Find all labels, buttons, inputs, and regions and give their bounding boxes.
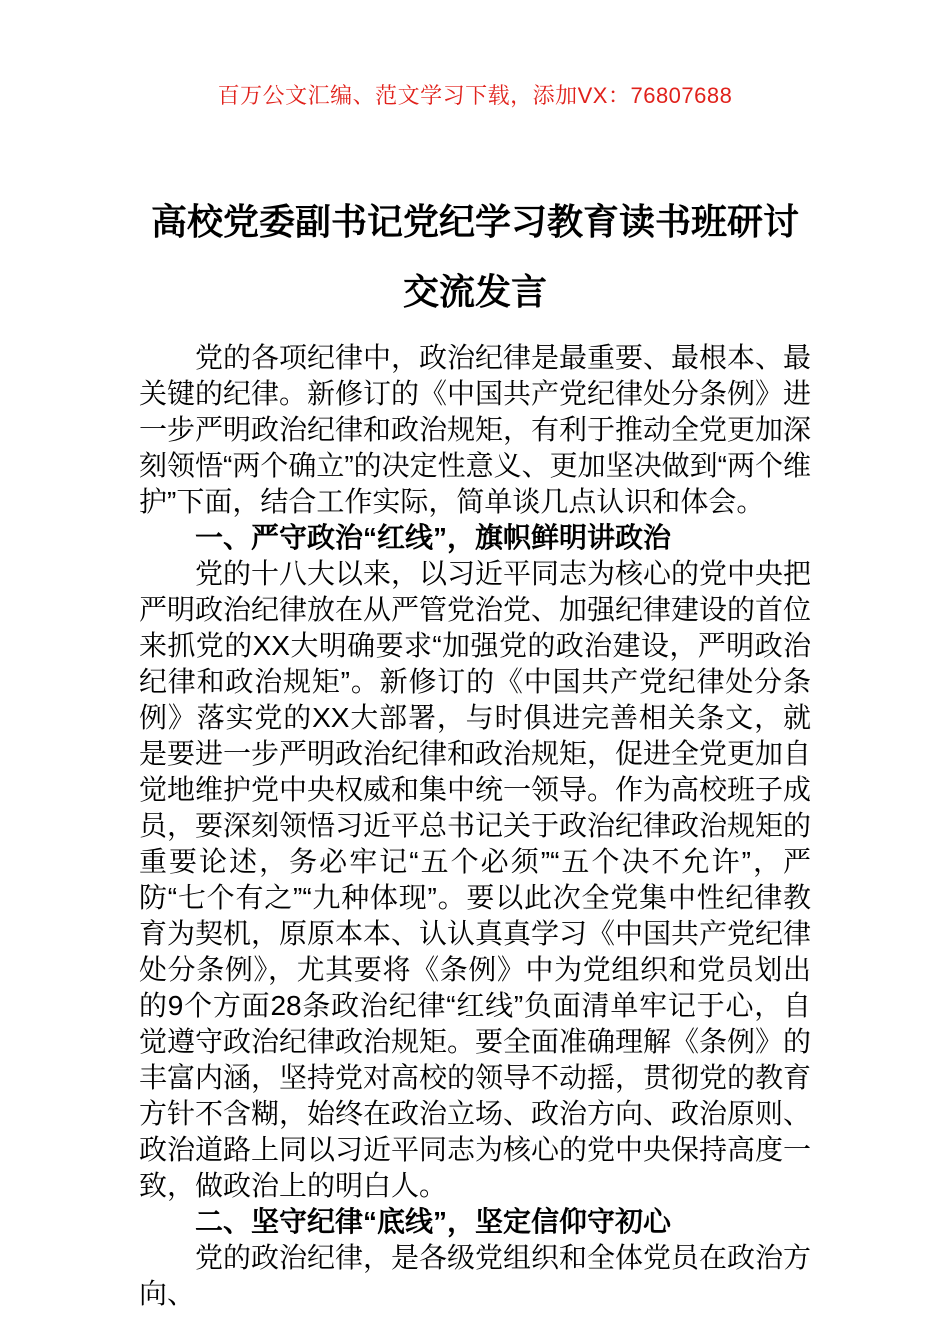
section-heading: 二、坚守纪律“底线”，坚定信仰守初心: [195, 1206, 672, 1237]
body-paragraph: 党的政治纪律，是各级党组织和全体党员在政治方向、: [139, 1242, 812, 1309]
promo-banner-text: 百万公文汇编、范文学习下载，添加VX：76807688: [217, 83, 733, 108]
body-paragraph: 党的各项纪律中，政治纪律是最重要、最根本、最关键的纪律。新修订的《中国共产党纪律处分条例》进一步严明政治纪律和政治规矩，有利于推动全党更加深刻领悟“两个确立”的决定性意义、更加坚决做到“两个维护”下面，结合工作实际，简单谈几点认识和体会。: [139, 342, 812, 517]
body-paragraph: 党的十八大以来，以习近平同志为核心的党中央把严明政治纪律放在从严管党治党、加强纪律建设的首位来抓党的XX大明确要求“加强党的政治建设，严明政治纪律和政治规矩”。新修订的《中国共产党纪律处分条例》落实党的XX大部署，与时俱进完善相关条文，就是要进一步严明政治纪律和政治规矩，促进全党更加自觉地维护党中央权威和集中统一领导。作为高校班子成员，要深刻领悟习近平总书记关于政治纪律政治规矩的重要论述，务必牢记“五个必须”“五个决不允许”，严防“七个有之”“九种体现”。要以此次全党集中性纪律教育为契机，原原本本、认认真真学习《中国共产党纪律处分条例》，尤其要将《条例》中为党组织和党员划出的9个方面28条政治纪律“红线”负面清单牢记于心，自觉遵守政治纪律政治规矩。要全面准确理解《条例》的丰富内涵，坚持党对高校的领导不动摇，贯彻党的教育方针不含糊，始终在政治立场、政治方向、政治原则、政治道路上同以习近平同志为核心的党中央保持高度一致，做政治上的明白人。: [139, 558, 812, 1201]
section-heading: 一、严守政治“红线”，旗帜鲜明讲政治: [195, 522, 672, 553]
document-title: 高校党委副书记党纪学习教育读书班研讨交流发言: [150, 201, 799, 313]
document-body: [139, 340, 811, 1312]
